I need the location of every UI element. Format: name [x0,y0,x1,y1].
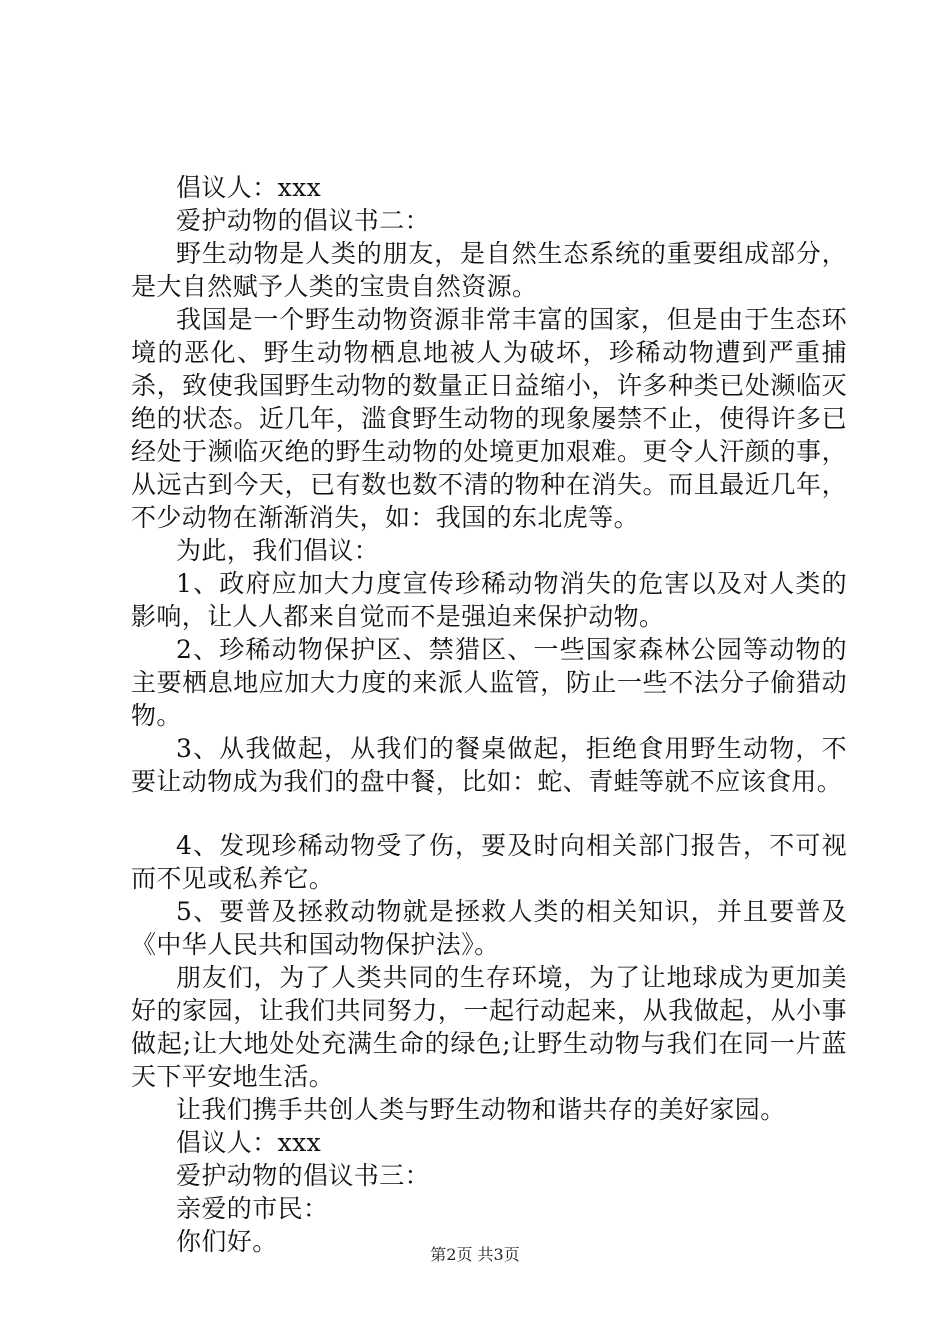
paragraph-item-2: 2、珍稀动物保护区、禁猎区、一些国家森林公园等动物的主要栖息地应加大力度的来派人监管，防止一些不法分子偷猎动物。 [131,635,847,730]
paragraph-signatory-2: 倡议人：xxx [176,1128,322,1157]
paragraph-item-4: 4、发现珍稀动物受了伤，要及时向相关部门报告，不可视而不见或私养它。 [131,831,847,893]
paragraph-closing: 让我们携手共创人类与野生动物和谐共存的美好家园。 [176,1095,786,1124]
page-number-label: 第2页 共3页 [430,1245,520,1264]
page-footer [0,1244,950,1266]
paragraph-appeal: 朋友们，为了人类共同的生存环境，为了让地球成为更加美好的家园，让我们共同努力，一起行动起来，从我做起，从小事做起;让大地处处充满生命的绿色;让野生动物与我们在同一片蓝天下平安地生活。 [131,963,847,1091]
paragraph-greeting: 你们好。 [176,1227,278,1256]
paragraph-item-3: 3、从我做起，从我们的餐桌做起，拒绝食用野生动物，不要让动物成为我们的盘中餐，比如：蛇、青蛙等就不应该食用。 [131,734,847,796]
paragraph-intro: 野生动物是人类的朋友，是自然生态系统的重要组成部分，是大自然赋予人类的宝贵自然资源。 [131,239,847,301]
paragraph-signatory-1: 倡议人：xxx [176,173,322,202]
paragraph-situation: 我国是一个野生动物资源非常丰富的国家，但是由于生态环境的恶化、野生动物栖息地被人为破坏，珍稀动物遭到严重捕杀，致使我国野生动物的数量正日益缩小，许多种类已处濒临灭绝的状态。近几年，滥食野生动物的现象屡禁不止，使得许多已经处于濒临灭绝的野生动物的处境更加艰难。更令人汗颜的事，从远古到今天，已有数也数不清的物种在消失。而且最近几年，不少动物在渐渐消失，如：我国的东北虎等。 [131,305,847,532]
paragraph-heading-proposal-3: 爱护动物的倡议书三： [176,1161,431,1190]
paragraph-heading-proposal-2: 爱护动物的倡议书二： [176,206,431,235]
paragraph-salutation: 亲爱的市民： [176,1194,329,1223]
paragraph-item-5: 5、要普及拯救动物就是拯救人类的相关知识，并且要普及《中华人民共和国动物保护法》。 [131,897,847,959]
paragraph-item-1: 1、政府应加大力度宣传珍稀动物消失的危害以及对人类的影响，让人人都来自觉而不是强迫来保护动物。 [131,569,847,631]
paragraph-call: 为此，我们倡议： [176,536,380,565]
document-body [131,171,847,1258]
